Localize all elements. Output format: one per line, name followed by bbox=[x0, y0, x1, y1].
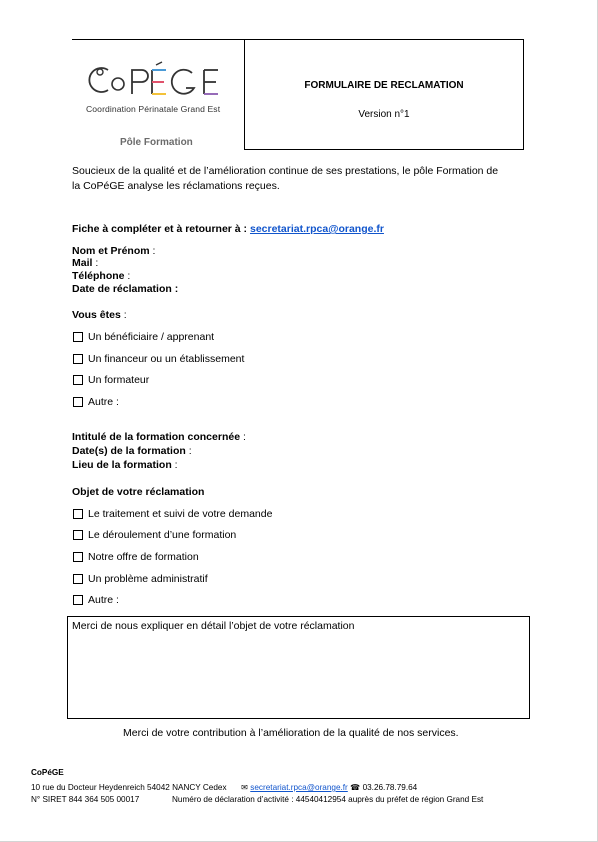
option-trainer: Un formateur bbox=[88, 374, 150, 386]
mail-field: Mail : bbox=[72, 257, 99, 269]
you-are-title: Vous êtes bbox=[72, 309, 121, 321]
thanks-message: Merci de votre contribution à l’amélioration de la qualité de nos services. bbox=[123, 727, 459, 739]
logo-cell bbox=[72, 39, 244, 151]
footer-siret: N° SIRET 844 364 505 00017 bbox=[31, 795, 140, 804]
checkbox-request-handling[interactable] bbox=[73, 509, 83, 519]
option-funder: Un financeur ou un établissement bbox=[88, 353, 245, 365]
training-place-field: Lieu de la formation : bbox=[72, 459, 178, 471]
comment-textarea[interactable] bbox=[67, 616, 530, 719]
training-title-label: Intitulé de la formation concernée bbox=[72, 431, 241, 443]
comment-prompt: Merci de nous expliquer en détail l’objet de votre réclamation bbox=[72, 620, 355, 632]
training-dates-field: Date(s) de la formation : bbox=[72, 445, 192, 457]
training-place-label: Lieu de la formation bbox=[72, 459, 172, 471]
object-heading: Objet de votre réclamation bbox=[72, 486, 205, 498]
checkbox-admin-problem[interactable] bbox=[73, 574, 83, 584]
footer-org: CoPéGE bbox=[31, 768, 64, 777]
training-title-field: Intitulé de la formation concernée : bbox=[72, 431, 246, 443]
form-title: FORMULAIRE DE RECLAMATION bbox=[304, 80, 464, 91]
footer-phone: 03.26.78.79.64 bbox=[362, 783, 418, 792]
checkbox-funder[interactable] bbox=[73, 354, 83, 364]
title-cell bbox=[244, 39, 524, 150]
copege-logo bbox=[86, 60, 232, 100]
version-label: Version n°1 bbox=[358, 109, 410, 120]
you-are-heading: Vous êtes : bbox=[72, 309, 127, 321]
option-other-role: Autre : bbox=[88, 396, 119, 408]
header-table bbox=[72, 39, 524, 150]
phone-icon: ☎ bbox=[350, 783, 361, 792]
option-other-object: Autre : bbox=[88, 594, 119, 606]
option-training-conduct: Le déroulement d’une formation bbox=[88, 529, 237, 541]
instruction-email-link[interactable]: secretariat.rpca@orange.fr bbox=[249, 223, 384, 235]
date-label: Date de réclamation : bbox=[72, 283, 179, 295]
checkbox-other-role[interactable] bbox=[73, 397, 83, 407]
name-field: Nom et Prénom : bbox=[72, 245, 156, 257]
name-label: Nom et Prénom bbox=[72, 245, 150, 257]
option-beneficiary: Un bénéficiaire / apprenant bbox=[88, 331, 215, 343]
instruction-label: Fiche à compléter et à retourner à : bbox=[72, 223, 248, 235]
training-dates-label: Date(s) de la formation bbox=[72, 445, 186, 457]
instruction bbox=[72, 223, 384, 235]
checkbox-trainer[interactable] bbox=[73, 375, 83, 385]
option-request-handling: Le traitement et suivi de votre demande bbox=[88, 508, 273, 520]
intro-line-1: Soucieux de la qualité et de l’amélioration continue de ses prestations, le pôle Formation de bbox=[72, 165, 499, 177]
option-admin-problem: Un problème administratif bbox=[88, 573, 208, 585]
intro-line-2: la CoPéGE analyse les réclamations reçues. bbox=[72, 180, 280, 192]
envelope-icon: ✉ bbox=[241, 783, 248, 792]
footer-email-link[interactable]: secretariat.rpca@orange.fr bbox=[250, 783, 348, 792]
checkbox-training-offer[interactable] bbox=[73, 552, 83, 562]
phone-field: Téléphone : bbox=[72, 270, 131, 282]
checkbox-beneficiary[interactable] bbox=[73, 332, 83, 342]
option-training-offer: Notre offre de formation bbox=[88, 551, 199, 563]
logo-subtitle: Coordination Périnatale Grand Est bbox=[86, 104, 221, 114]
pole-label: Pôle Formation bbox=[120, 137, 193, 148]
footer-declaration: Numéro de déclaration d’activité : 44540412954 auprès du préfet de région Grand Est bbox=[172, 795, 484, 804]
phone-label: Téléphone bbox=[72, 270, 125, 282]
checkbox-other-object[interactable] bbox=[73, 595, 83, 605]
checkbox-training-conduct[interactable] bbox=[73, 530, 83, 540]
mail-label: Mail bbox=[72, 257, 93, 269]
footer-address: 10 rue du Docteur Heydenreich 54042 NANCY Cedex bbox=[31, 783, 227, 792]
footer-contact-line bbox=[31, 782, 417, 792]
